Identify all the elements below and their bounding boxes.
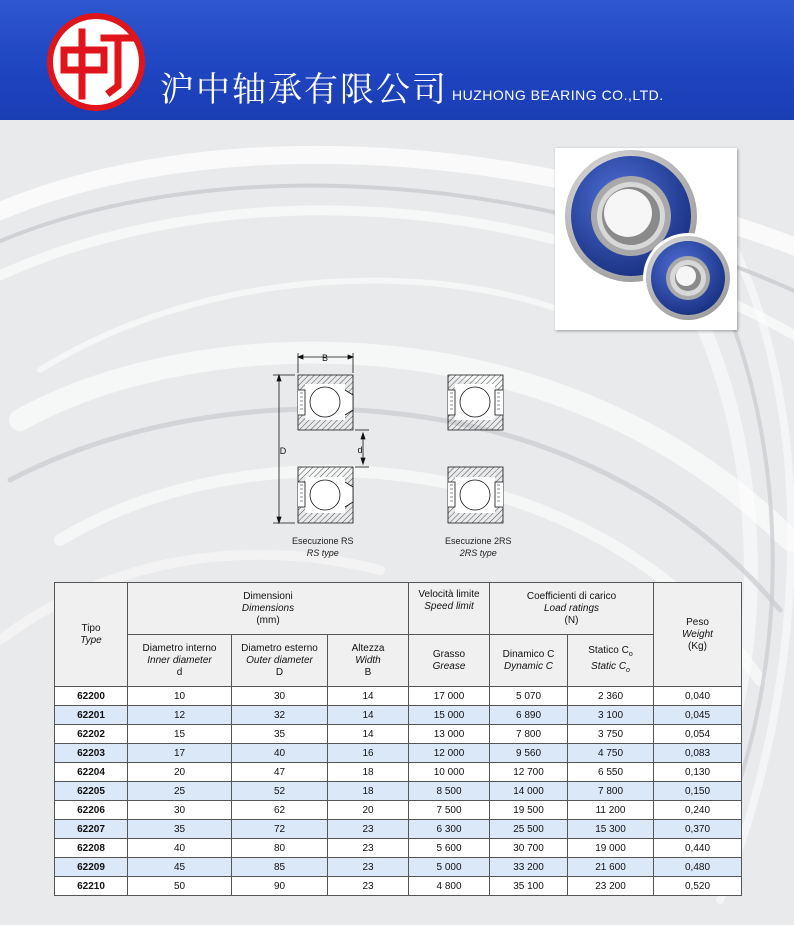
cell-static-load: 3 750 [568,725,654,744]
col-dynamic-it: Dinamico C [502,648,555,660]
col-inner-en: Inner diameter [147,654,212,666]
cell-width: 18 [328,763,409,782]
cell-dynamic-load: 7 800 [490,725,568,744]
header-speed-en: Speed limit [424,601,474,612]
table-row [55,820,742,839]
header-inner-diameter [128,635,232,687]
cell-static-load: 23 200 [568,877,654,896]
header-dimensions-it: Dimensioni [243,590,293,602]
bearing-product-photo [555,148,737,330]
cell-width: 16 [328,744,409,763]
2rs-caption-italian: Esecuzione 2RS [445,536,512,546]
col-dynamic-en: Dynamic C [504,660,553,672]
cell-outer-diameter: 40 [232,744,328,763]
cell-outer-diameter: 47 [232,763,328,782]
cell-grease-speed: 6 300 [409,820,490,839]
col-grease-en: Grease [432,660,466,672]
cell-outer-diameter: 35 [232,725,328,744]
header-load-en: Load ratings [543,602,600,614]
table-row [55,687,742,706]
spec-table-body [55,687,742,896]
cell-inner-diameter: 35 [128,820,232,839]
cell-width: 23 [328,877,409,896]
cell-outer-diameter: 72 [232,820,328,839]
cell-weight: 0,045 [654,706,742,725]
header-dimensions-unit: (mm) [256,614,280,626]
cell-width: 23 [328,858,409,877]
cell-outer-diameter: 32 [232,706,328,725]
cell-outer-diameter: 80 [232,839,328,858]
table-row [55,839,742,858]
cell-weight: 0,083 [654,744,742,763]
dimension-label-d: d [357,445,363,455]
cell-dynamic-load: 33 200 [490,858,568,877]
cell-outer-diameter: 52 [232,782,328,801]
header-load-ratings [490,583,654,635]
cell-dynamic-load: 14 000 [490,782,568,801]
cell-grease-speed: 4 800 [409,877,490,896]
cell-dynamic-load: 25 500 [490,820,568,839]
table-row [55,858,742,877]
col-inner-sym: d [176,666,183,678]
cell-static-load: 11 200 [568,801,654,820]
col-inner-it: Diametro interno [142,642,217,654]
cell-outer-diameter: 90 [232,877,328,896]
cell-static-load: 21 600 [568,858,654,877]
cell-width: 14 [328,725,409,744]
rs-caption-english: RS type [306,548,339,558]
header-grease [409,635,490,687]
cell-static-load: 7 800 [568,782,654,801]
cell-inner-diameter: 25 [128,782,232,801]
cell-static-load: 15 300 [568,820,654,839]
table-row [55,801,742,820]
cell-grease-speed: 17 000 [409,687,490,706]
company-logo-icon [46,12,146,112]
cell-grease-speed: 5 000 [409,858,490,877]
cell-static-load: 4 750 [568,744,654,763]
col-grease-it: Grasso [432,648,466,660]
cell-grease-speed: 15 000 [409,706,490,725]
dimension-label-B: B [321,353,329,363]
cell-inner-diameter: 20 [128,763,232,782]
cell-type: 62200 [55,687,128,706]
cell-width: 23 [328,820,409,839]
header-banner [0,0,794,120]
cell-type: 62206 [55,801,128,820]
header-static [568,635,654,687]
cell-dynamic-load: 6 890 [490,706,568,725]
cell-inner-diameter: 50 [128,877,232,896]
cell-width: 18 [328,782,409,801]
cell-type: 62210 [55,877,128,896]
cell-grease-speed: 5 600 [409,839,490,858]
cell-dynamic-load: 30 700 [490,839,568,858]
cell-inner-diameter: 30 [128,801,232,820]
cell-weight: 0,040 [654,687,742,706]
header-type-en: Type [80,634,102,646]
cell-grease-speed: 12 000 [409,744,490,763]
cell-weight: 0,150 [654,782,742,801]
cell-outer-diameter: 30 [232,687,328,706]
cell-weight: 0,440 [654,839,742,858]
cell-inner-diameter: 10 [128,687,232,706]
cell-type: 62204 [55,763,128,782]
cell-type: 62205 [55,782,128,801]
table-row [55,877,742,896]
cell-type: 62208 [55,839,128,858]
col-width-it: Altezza [351,642,385,654]
rs-type-caption [292,535,354,559]
col-static-it [568,645,653,661]
cell-grease-speed: 13 000 [409,725,490,744]
table-row [55,782,742,801]
header-dynamic [490,635,568,687]
col-outer-sym: D [275,666,284,678]
cell-inner-diameter: 15 [128,725,232,744]
table-row [55,744,742,763]
header-type-it: Tipo [81,622,101,634]
cell-static-load: 19 000 [568,839,654,858]
col-width-sym: B [364,666,372,678]
header-type [55,583,128,687]
cell-inner-diameter: 40 [128,839,232,858]
cell-inner-diameter: 12 [128,706,232,725]
table-row [55,725,742,744]
cell-grease-speed: 8 500 [409,782,490,801]
col-static-en-sub: o [626,666,630,674]
cell-type: 62207 [55,820,128,839]
cell-width: 14 [328,687,409,706]
cell-outer-diameter: 85 [232,858,328,877]
header-width [328,635,409,687]
cell-type: 62201 [55,706,128,725]
cell-width: 14 [328,706,409,725]
cell-weight: 0,480 [654,858,742,877]
cell-dynamic-load: 35 100 [490,877,568,896]
2rs-type-section [448,375,503,523]
cell-weight: 0,054 [654,725,742,744]
2rs-type-caption [445,535,512,559]
table-row [55,706,742,725]
bearing-spec-table [54,582,742,896]
header-dimensions [128,583,409,635]
col-static-it-text: Statico C [588,644,629,656]
cell-grease-speed: 7 500 [409,801,490,820]
rs-caption-italian: Esecuzione RS [292,536,354,546]
company-name-chinese: 沪中轴承有限公司 [160,70,448,110]
cell-type: 62203 [55,744,128,763]
col-static-it-sub: o [628,650,633,658]
cell-width: 20 [328,801,409,820]
cell-weight: 0,240 [654,801,742,820]
header-load-unit: (N) [564,614,579,626]
header-load-it: Coefficienti di carico [526,590,617,602]
cell-weight: 0,520 [654,877,742,896]
cell-inner-diameter: 45 [128,858,232,877]
cell-type: 62202 [55,725,128,744]
cell-weight: 0,370 [654,820,742,839]
header-outer-diameter [232,635,328,687]
col-static-en-text: Static C [591,660,627,672]
header-weight-unit: (Kg) [688,640,707,652]
2rs-caption-english: 2RS type [459,548,497,558]
cell-dynamic-load: 5 070 [490,687,568,706]
dimension-label-D: D [279,446,287,456]
company-name-english: HUZHONG BEARING CO.,LTD. [452,87,664,103]
cell-static-load: 2 360 [568,687,654,706]
header-weight-it: Peso [686,616,709,628]
cell-type: 62209 [55,858,128,877]
header-dimensions-en: Dimensions [241,602,295,614]
cell-dynamic-load: 19 500 [490,801,568,820]
col-outer-en: Outer diameter [246,654,313,666]
header-weight [654,583,742,687]
header-speed [409,583,490,635]
col-static-en [568,661,653,677]
cell-static-load: 3 100 [568,706,654,725]
cell-grease-speed: 10 000 [409,763,490,782]
bearing-photo-icon [555,148,737,330]
cell-static-load: 6 550 [568,763,654,782]
cell-width: 23 [328,839,409,858]
cell-outer-diameter: 62 [232,801,328,820]
col-outer-it: Diametro esterno [241,642,318,654]
cell-inner-diameter: 17 [128,744,232,763]
table-row [55,763,742,782]
header-weight-en: Weight [682,628,713,640]
cell-dynamic-load: 12 700 [490,763,568,782]
col-width-en: Width [355,654,381,666]
cell-dynamic-load: 9 560 [490,744,568,763]
cell-weight: 0,130 [654,763,742,782]
header-speed-it: Velocità limite [418,589,480,600]
rs-type-section [273,353,369,523]
